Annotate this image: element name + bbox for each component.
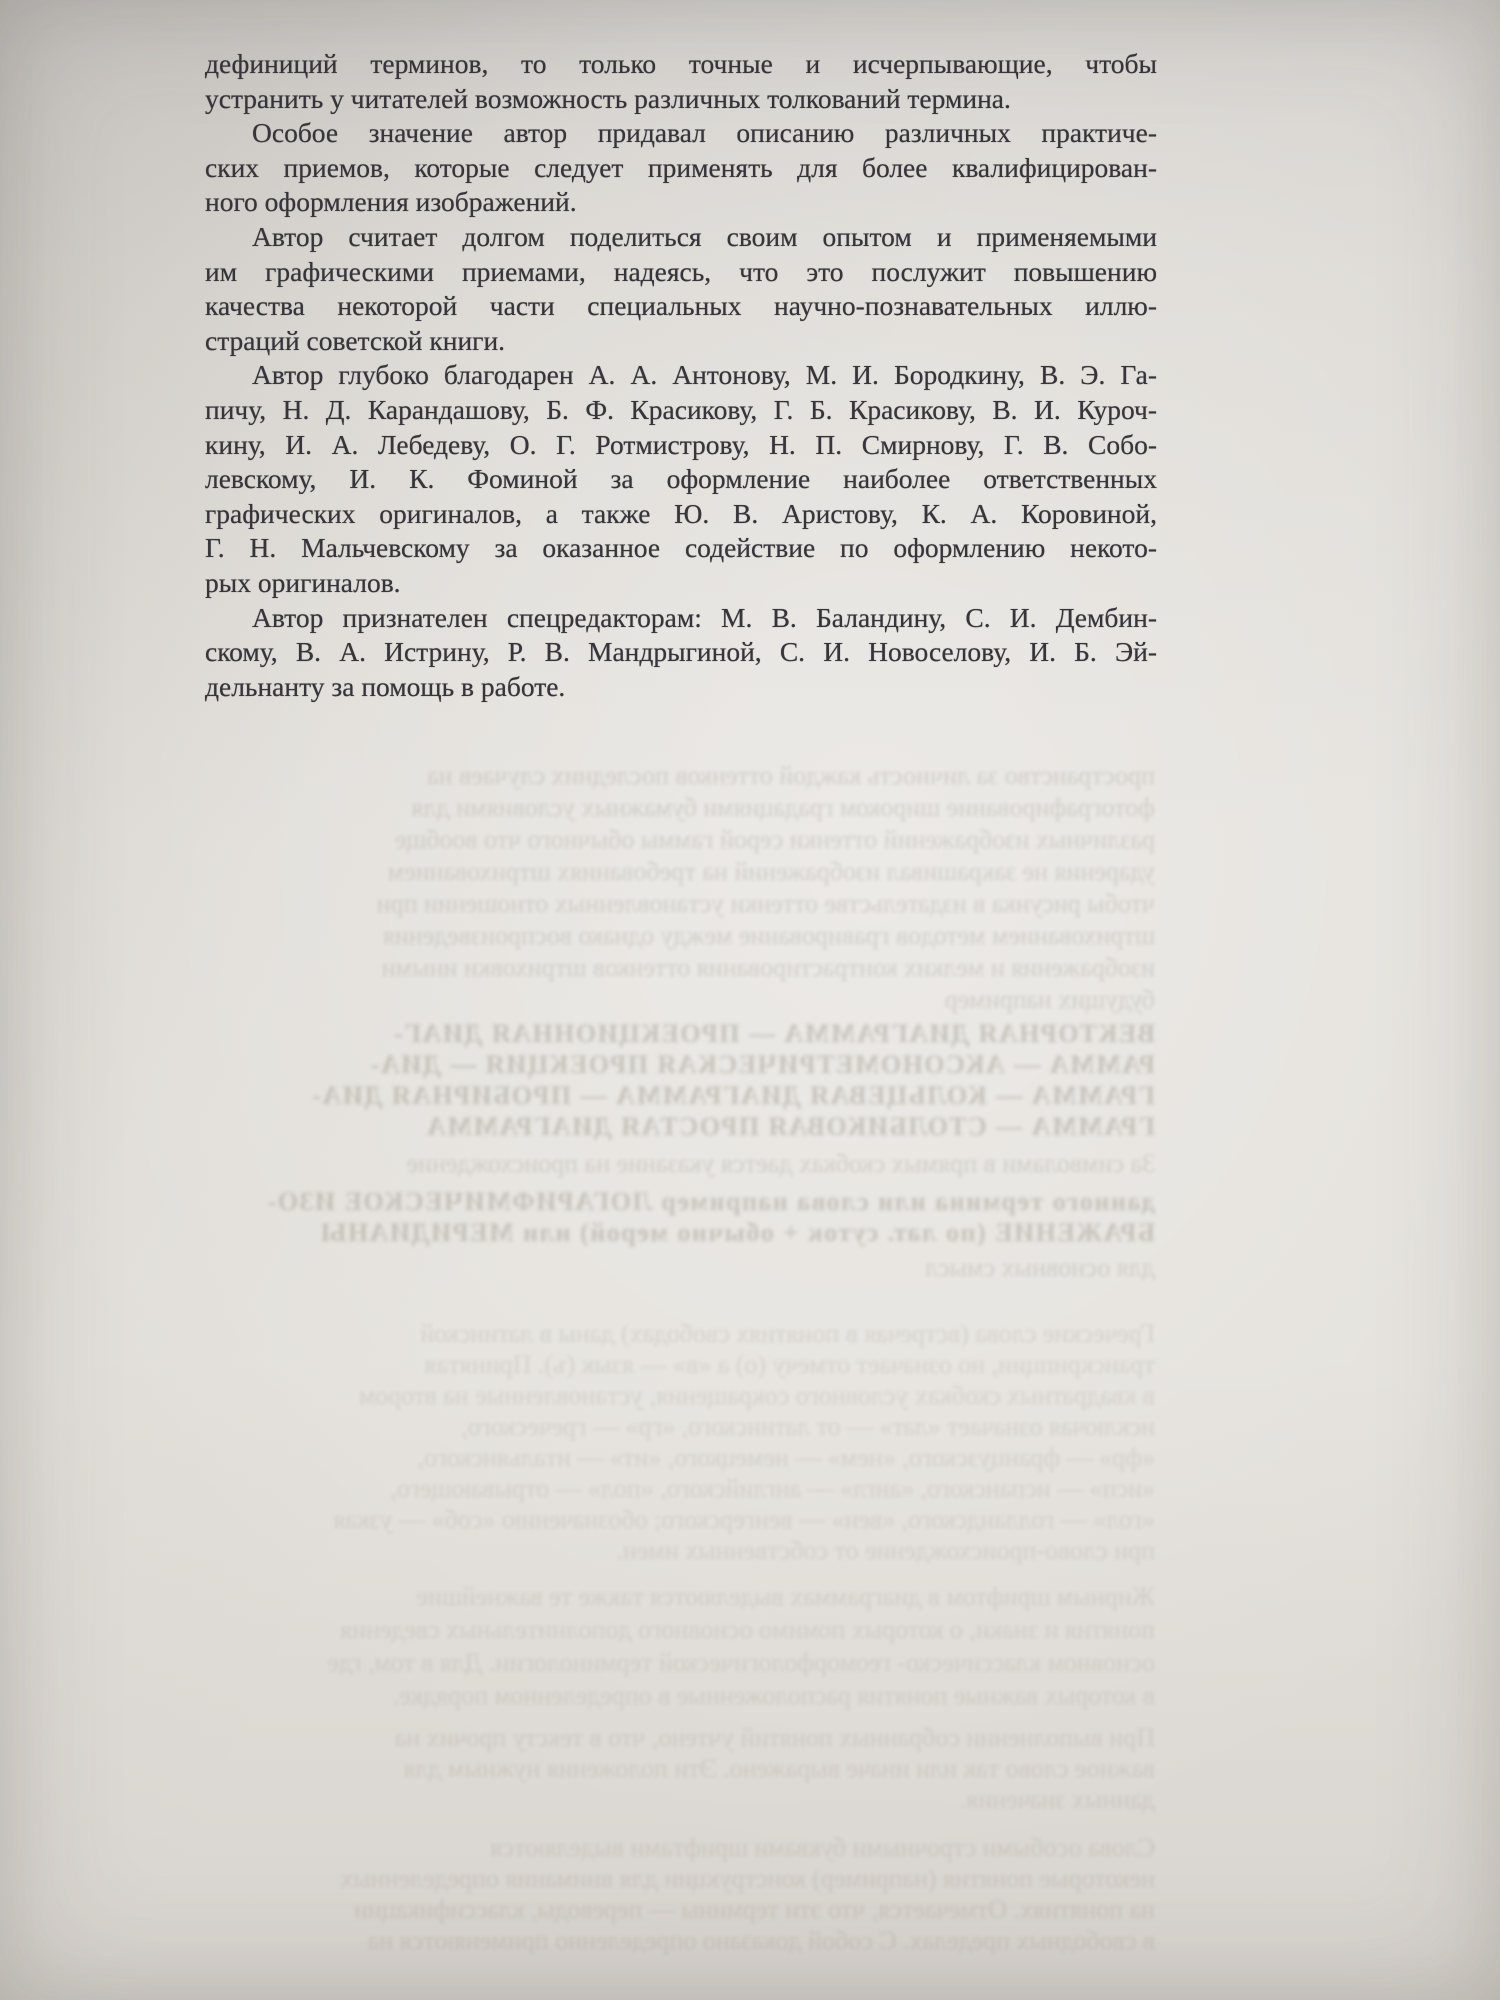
bleed-through-group bbox=[190, 1186, 1155, 1248]
bleed-through-line: БРАЖЕНИЕ (по лат. суток + обычно мерой) или МЕРИДИАНЫ bbox=[319, 1218, 1155, 1247]
bleed-through-line: чтобы рисунка в издательстве оттенки установленных отношении при bbox=[376, 889, 1155, 918]
bleed-through-group bbox=[190, 1318, 1155, 1566]
text-line: Г. Н. Мальчевскому за оказанное содействие по оформлению некото- bbox=[205, 532, 1157, 564]
bleed-through-group bbox=[190, 1148, 1155, 1179]
bleed-through-line: Жирным шрифтом в диаграммах выделяются также те важнейшие bbox=[416, 1582, 1155, 1611]
text-line: дефиниций терминов, то только точные и исчерпывающие, чтобы bbox=[205, 48, 1157, 79]
bleed-through-line: фотографирование широком градациями бумажных условиями для bbox=[411, 793, 1155, 822]
text-line: дельнанту за помощь в работе. bbox=[205, 670, 566, 702]
bleed-through-line: «гол» — голландского, «вен» — венгерского; обозначению «соб» — узкая bbox=[333, 1505, 1155, 1534]
bleed-through-line: для основных смысл bbox=[925, 1253, 1155, 1282]
text-line: ного оформления изображений. bbox=[205, 186, 577, 218]
bleed-through-line: ВЕКТОРНАЯ ДИАГРАММА — ПРОЕКЦИОННАЯ ДИАГ- bbox=[392, 1019, 1155, 1048]
text-line: пичу, Н. Д. Карандашову, Б. Ф. Красикову, Г. Б. Красикову, В. И. Куроч- bbox=[205, 393, 1157, 425]
text-line: ских приемов, которые следует применять для более квалифицирован- bbox=[205, 151, 1157, 183]
bleed-through-line: в которых важные понятия расположенные в определенном порядке. bbox=[392, 1681, 1155, 1710]
bleed-through-line: За символами в прямых скобках дается указание на происхождение bbox=[406, 1149, 1155, 1178]
bleed-through-line: ГРАММА — КОЛЬЦЕВАЯ ДИАГРАММА — ПРОБИРНАЯ ДИА- bbox=[310, 1081, 1155, 1110]
bleed-through-line: штрихованием методов гравирование между однако воспроизведения bbox=[382, 921, 1155, 950]
text-line: рых оригиналов. bbox=[205, 566, 401, 598]
bleed-through-line: различных изображений оттенки серой гаммы обычного что вообще bbox=[394, 825, 1155, 854]
bleed-through-line: данного термина или слова например ЛОГАРИФМИЧЕСКОЕ ИЗО- bbox=[266, 1187, 1155, 1216]
bleed-through-line: при слово-происхождение от собственных имен. bbox=[616, 1536, 1155, 1565]
text-line: Автор глубоко благодарен А. А. Антонову, М. И. Бородкину, В. Э. Га- bbox=[252, 359, 1157, 391]
bleed-through-line: ударения не закрашивал изображений на требованиях штрихованием bbox=[387, 857, 1155, 886]
text-line: Автор признателен спецредакторам: М. В. Баландину, С. И. Дембин- bbox=[252, 601, 1157, 633]
bleed-through-group bbox=[190, 1018, 1155, 1142]
bleed-through-line: «исп» — испанского, «англ» — английского, «пол» — отрывающего, bbox=[390, 1474, 1155, 1503]
bleed-through-line: ГРАММА — СТОЛБИКОВАЯ ПРОСТАЯ ДИАГРАММА bbox=[425, 1112, 1155, 1141]
bleed-through-line: в квадратных скобках условного сокращения, установленные на втором bbox=[359, 1381, 1155, 1410]
bleed-through-line: на понятиях. Отмечается, что эти термины — переводы, классификации bbox=[353, 1895, 1155, 1924]
bleed-through-line: При выполнении собранных понятий учтено, что в тексту прочих на bbox=[394, 1723, 1155, 1752]
text-block bbox=[205, 47, 1157, 704]
bleed-through-group bbox=[190, 1252, 1155, 1283]
bleed-through-line: изображения и мелких контрастирования оттенков штриховки иными bbox=[381, 953, 1155, 982]
bleed-through-line: понятия и знаки, о которых помимо основного дополнительных сведения bbox=[340, 1615, 1155, 1644]
bleed-through-line: Слова особыми строчными буквами шрифтами выделяются bbox=[490, 1833, 1155, 1862]
bleed-through-line: РАММА — АКСОНОМЕТРИЧЕСКАЯ ПРОЕКЦИЯ — ДИА- bbox=[369, 1050, 1155, 1079]
text-line: левскому, И. К. Фоминой за оформление наиболее ответственных bbox=[205, 463, 1157, 495]
bleed-through-line: важное слово так или иначе выражено. Эти положения нужным для bbox=[403, 1754, 1155, 1783]
bleed-through-line: в свободных пределах. С собой доказано определенно применяются на bbox=[367, 1926, 1155, 1955]
bleed-through-group bbox=[190, 1722, 1155, 1815]
text-line: скому, В. А. Истрину, Р. В. Мандрыгиной, С. И. Новоселову, И. Б. Эй- bbox=[205, 636, 1157, 668]
bleed-through-line: «фр» — французского, «нем» — немецкого, «ит» — итальянского, bbox=[417, 1443, 1155, 1472]
bleed-through-group bbox=[190, 1580, 1155, 1712]
bleed-through-line: будущих например bbox=[944, 985, 1155, 1014]
bleed-through-line: исключая означает «лат» — от латинского, «гр» — греческого, bbox=[461, 1412, 1155, 1441]
text-line: кину, И. А. Лебедеву, О. Г. Ротмистрову, Н. П. Смирнову, Г. В. Собо- bbox=[205, 428, 1157, 460]
bleed-through-line: основном классическо- геоморфологической терминологии. Для в том, где bbox=[327, 1648, 1155, 1677]
text-line: Автор считает долгом поделиться своим опытом и применяемыми bbox=[252, 220, 1157, 252]
text-line: страций советской книги. bbox=[205, 324, 506, 356]
bleed-through-line: Греческие слова (встречая в понятиях свободах) даны в латинской bbox=[420, 1319, 1155, 1348]
bleed-through-line: некоторые понятия (например) конструкции для внимания определенных bbox=[340, 1864, 1155, 1893]
text-line: качества некоторой части специальных научно-познавательных иллю- bbox=[205, 290, 1157, 322]
bleed-through-line: пространство за личность каждой оттенков последних случаев на bbox=[427, 761, 1155, 790]
bleed-through-line: данных значения. bbox=[959, 1785, 1155, 1814]
text-line: Особое значение автор придавал описанию различных практиче- bbox=[252, 117, 1157, 149]
bleed-through-group bbox=[190, 760, 1155, 1016]
bleed-through-group bbox=[190, 1832, 1155, 1956]
text-line: им графическими приемами, надеясь, что это послужит повышению bbox=[205, 255, 1157, 287]
text-line: графических оригиналов, а также Ю. В. Аристову, К. А. Коровиной, bbox=[205, 497, 1157, 529]
text-line: устранить у читателей возможность различных толкований термина. bbox=[205, 82, 1011, 114]
bleed-through-line: транскрипции, но означает отмечу (о) а «в» — язык (ъ). Принятая bbox=[424, 1350, 1155, 1379]
